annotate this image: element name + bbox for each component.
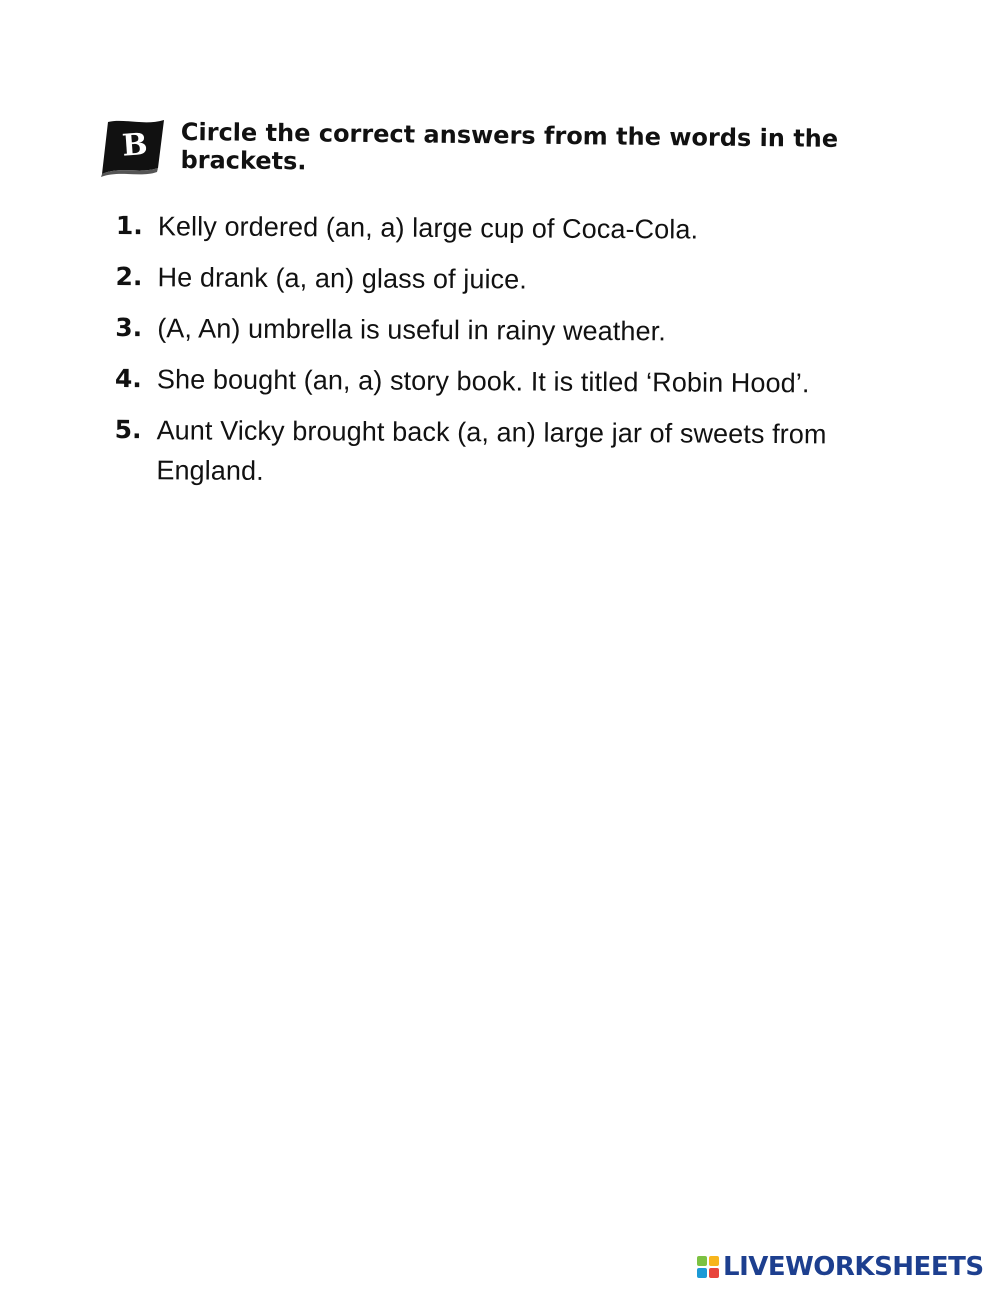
question-text: She bought (an, a) story book. It is titled ‘Robin Hood’. — [156, 364, 810, 399]
question-text: He drank (a, an) glass of juice. — [157, 262, 528, 295]
question-text: Kelly ordered (an, a) large cup of Coca-Cola. — [157, 211, 699, 245]
logo-tile-e — [709, 1268, 719, 1278]
section-badge — [100, 116, 166, 178]
question-text: Aunt Vicky brought back (a, an) large jar of sweets from England. — [156, 415, 827, 486]
question-item — [115, 308, 895, 353]
question-number: 4. — [114, 363, 142, 394]
question-number: 3. — [115, 312, 143, 343]
question-item — [116, 206, 896, 251]
watermark-text: LIVEWORKSHEETS — [723, 1252, 984, 1282]
question-number: 1. — [115, 210, 143, 241]
logo-tile-i — [709, 1256, 719, 1266]
liveworksheets-logo-icon — [697, 1256, 719, 1278]
instruction-heading: Circle the correct answers from the words in the brackets. — [180, 118, 839, 176]
logo-tile-l — [697, 1256, 707, 1266]
liveworksheets-watermark — [697, 1254, 984, 1280]
section-letter: B — [120, 126, 149, 164]
question-item — [114, 410, 894, 495]
question-number: 2. — [115, 261, 143, 292]
question-text: (A, An) umbrella is useful in rainy weather. — [157, 313, 666, 347]
question-list — [114, 206, 896, 506]
logo-tile-v — [697, 1268, 707, 1278]
question-number: 5. — [114, 414, 142, 445]
question-item — [115, 257, 895, 302]
question-item — [115, 359, 895, 404]
